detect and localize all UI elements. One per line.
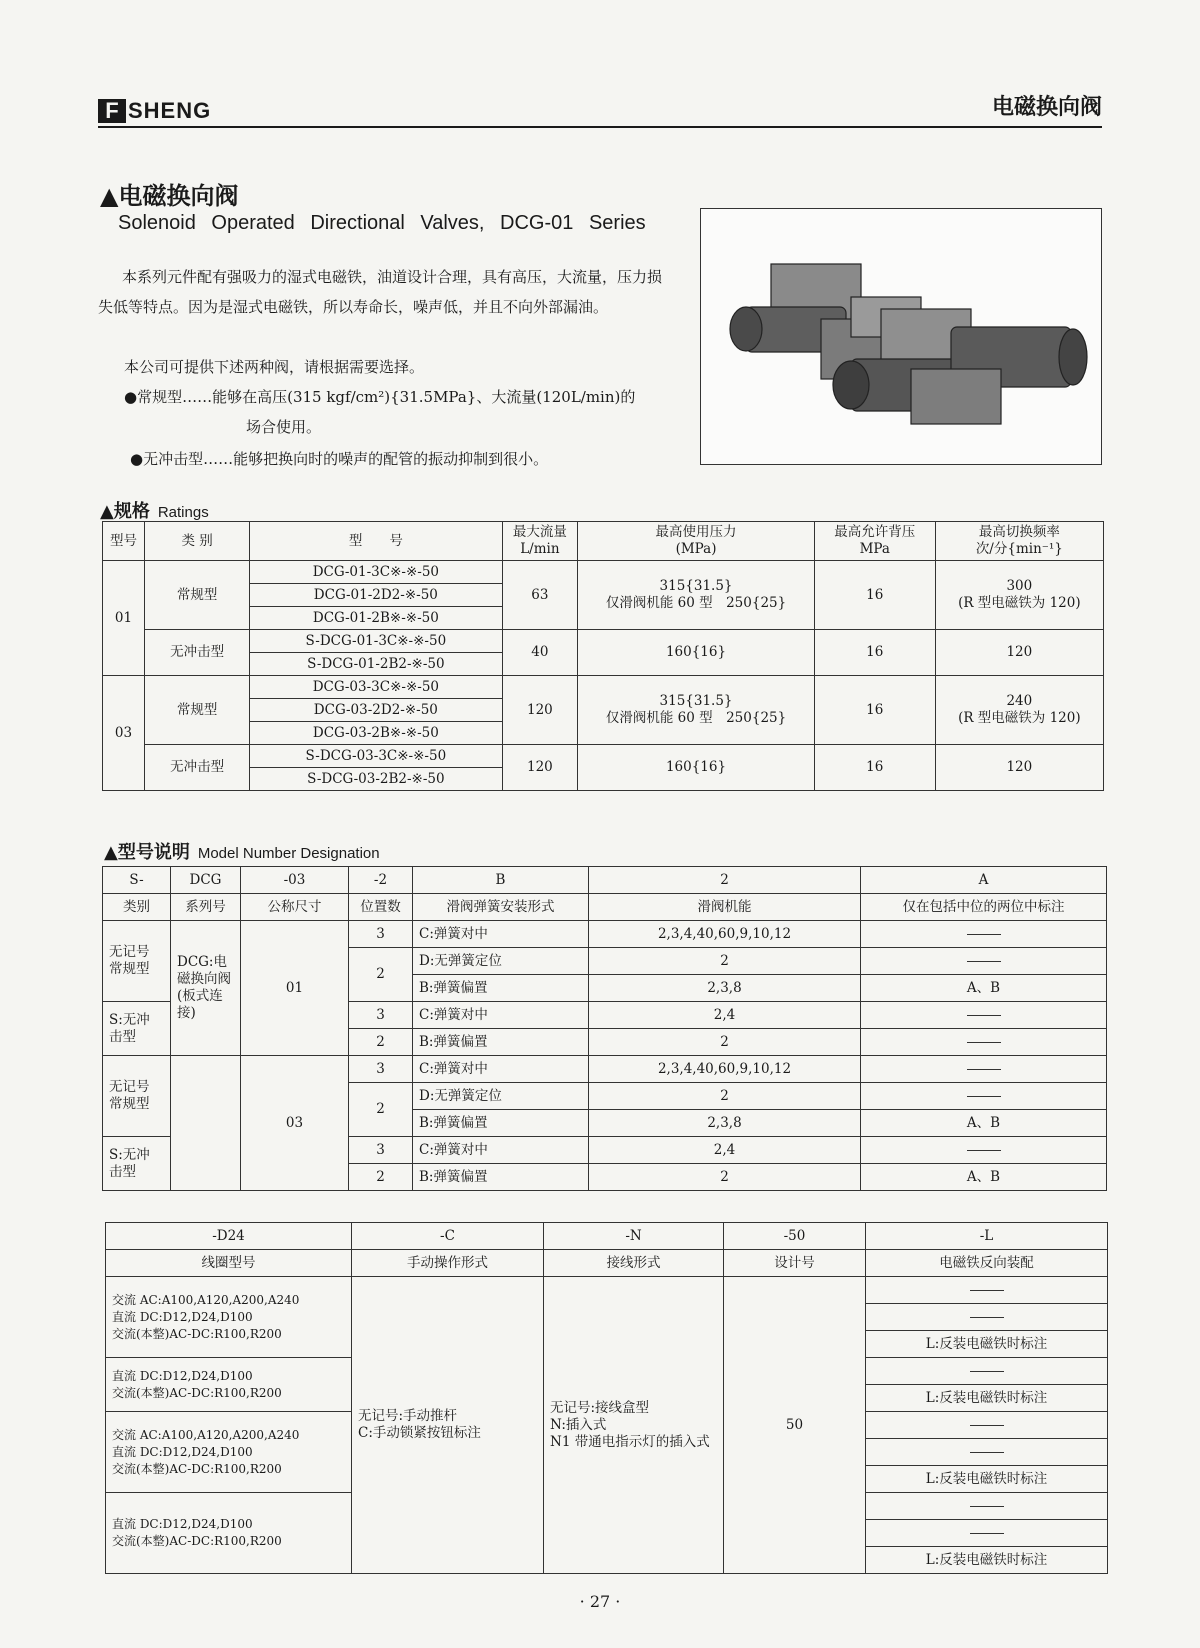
code-cell: A <box>861 867 1107 894</box>
spring-cell: B:弹簧偏置 <box>413 1164 589 1191</box>
backpressure-cell: 16 <box>814 676 935 745</box>
model-cell: DCG-03-3C※-※-50 <box>250 676 502 699</box>
col-backpressure: 最高允许背压 MPa <box>814 522 935 561</box>
brand-logo <box>98 98 211 124</box>
flow-cell: 120 <box>502 676 578 745</box>
table-row <box>106 1277 1108 1304</box>
col-type: 类 别 <box>145 522 250 561</box>
model-cell: S-DCG-01-2B2-※-50 <box>250 653 502 676</box>
model-cell: S-DCG-01-3C※-※-50 <box>250 630 502 653</box>
position-cell: 3 <box>349 921 413 948</box>
code-cell: -C <box>352 1223 544 1250</box>
model-cell: S-DCG-03-2B2-※-50 <box>250 768 502 791</box>
function-cell: 2 <box>589 1164 861 1191</box>
intro-paragraph: 本系列元件配有强吸力的湿式电磁铁，油道设计合理，具有高压，大流量，压力损失低等特点。因为是湿式电磁铁，所以寿命长，噪声低，并且不向外部漏油。 <box>98 268 663 316</box>
label-cell: 滑阀弹簧安装形式 <box>413 894 589 921</box>
reverse-cell: L:反装电磁铁时标注 <box>866 1547 1108 1574</box>
design-cell: 50 <box>724 1277 866 1574</box>
backpressure-cell: 16 <box>814 561 935 630</box>
pressure-cell: 315{31.5} 仅滑阀机能 60 型 250{25} <box>578 676 815 745</box>
table-row <box>103 561 1104 584</box>
label-cell: 类别 <box>103 894 171 921</box>
function-cell: 2,3,4,40,60,9,10,12 <box>589 921 861 948</box>
label-cell: 仅在包括中位的两位中标注 <box>861 894 1107 921</box>
ratings-heading-cn: ▲规格 <box>100 501 150 522</box>
reverse-cell: L:反装电磁铁时标注 <box>866 1331 1108 1358</box>
code-cell: -L <box>866 1223 1108 1250</box>
function-cell: 2,4 <box>589 1137 861 1164</box>
flow-cell: 40 <box>502 630 578 676</box>
mark-cell <box>861 1002 1107 1029</box>
model-heading <box>104 838 380 864</box>
label-cell: 线圈型号 <box>106 1250 352 1277</box>
header-title: 电磁换向阀 <box>991 95 1102 120</box>
spring-cell: D:无弹簧定位 <box>413 1083 589 1110</box>
page-subtitle: Solenoid Operated Directional Valves, DCG-01 Series <box>118 212 646 234</box>
type-noshock: 无冲击型 <box>145 630 250 676</box>
model-cell: DCG-01-2D2-※-50 <box>250 584 502 607</box>
code-cell: B <box>413 867 589 894</box>
col-flow: 最大流量 L/min <box>502 522 578 561</box>
category-cell: S:无冲 击型 <box>103 1137 171 1191</box>
series-cell: DCG:电磁换向阀(板式连接) <box>171 921 241 1056</box>
reverse-cell <box>866 1493 1108 1520</box>
table-row <box>103 1056 1107 1083</box>
model-cell: S-DCG-03-3C※-※-50 <box>250 745 502 768</box>
mark-cell <box>861 948 1107 975</box>
header-rule <box>98 126 1102 128</box>
reverse-cell <box>866 1439 1108 1466</box>
spring-cell: B:弹簧偏置 <box>413 1029 589 1056</box>
bullet-noshock: ●无冲击型……能够把换向时的噪声的配管的振动抑制到很小。 <box>130 450 549 468</box>
code-cell: -50 <box>724 1223 866 1250</box>
pressure-cell: 160{16} <box>578 745 815 791</box>
function-cell: 2,3,4,40,60,9,10,12 <box>589 1056 861 1083</box>
model-cell: DCG-01-3C※-※-50 <box>250 561 502 584</box>
label-cell: 公称尺寸 <box>241 894 349 921</box>
frequency-cell: 120 <box>935 630 1103 676</box>
col-number: 型 号 <box>250 522 502 561</box>
model-heading-cn: ▲型号说明 <box>104 842 190 863</box>
position-cell: 3 <box>349 1002 413 1029</box>
coil-cell: 交流 AC:A100,A120,A200,A240 直流 DC:D12,D24,D100 交流(本整)AC-DC:R100,R200 <box>106 1412 352 1493</box>
function-cell: 2,3,8 <box>589 1110 861 1137</box>
model-table-2 <box>105 1222 1108 1574</box>
code-row <box>103 867 1107 894</box>
table-header-row <box>103 522 1104 561</box>
function-cell: 2 <box>589 1029 861 1056</box>
type-normal: 常规型 <box>145 561 250 630</box>
table-row <box>103 921 1107 948</box>
reverse-cell <box>866 1412 1108 1439</box>
mark-cell <box>861 1083 1107 1110</box>
col-frequency: 最高切换频率 次/分{min⁻¹} <box>935 522 1103 561</box>
model-cell: DCG-01-2B※-※-50 <box>250 607 502 630</box>
model-cell: DCG-03-2B※-※-50 <box>250 722 502 745</box>
spring-cell: C:弹簧对中 <box>413 1056 589 1083</box>
code-cell: S- <box>103 867 171 894</box>
code-cell: 2 <box>589 867 861 894</box>
label-row <box>103 894 1107 921</box>
code-cell: -D24 <box>106 1223 352 1250</box>
spring-cell: C:弹簧对中 <box>413 921 589 948</box>
col-model: 型号 <box>103 522 145 561</box>
type-normal: 常规型 <box>145 676 250 745</box>
category-cell: 无记号 常规型 <box>103 921 171 1002</box>
label-cell: 滑阀机能 <box>589 894 861 921</box>
spring-cell: D:无弹簧定位 <box>413 948 589 975</box>
mark-cell: A、B <box>861 1110 1107 1137</box>
bullet-normal-cont: 场合使用。 <box>246 418 322 436</box>
mark-cell <box>861 1056 1107 1083</box>
reverse-cell: L:反装电磁铁时标注 <box>866 1466 1108 1493</box>
position-cell: 3 <box>349 1137 413 1164</box>
flow-cell: 63 <box>502 561 578 630</box>
spring-cell: B:弹簧偏置 <box>413 975 589 1002</box>
position-cell: 3 <box>349 1056 413 1083</box>
backpressure-cell: 16 <box>814 745 935 791</box>
code-cell: DCG <box>171 867 241 894</box>
code-cell: -N <box>544 1223 724 1250</box>
group-01: 01 <box>103 561 145 676</box>
pressure-cell: 315{31.5} 仅滑阀机能 60 型 250{25} <box>578 561 815 630</box>
page-title: ▲电磁换向阀 <box>100 182 239 210</box>
spring-cell: C:弹簧对中 <box>413 1137 589 1164</box>
reverse-cell: L:反装电磁铁时标注 <box>866 1385 1108 1412</box>
ratings-heading <box>100 497 209 523</box>
coil-cell: 直流 DC:D12,D24,D100 交流(本整)AC-DC:R100,R200 <box>106 1358 352 1412</box>
logo-text: SHENG <box>128 98 212 123</box>
label-cell: 手动操作形式 <box>352 1250 544 1277</box>
size-cell: 01 <box>241 921 349 1056</box>
label-cell: 系列号 <box>171 894 241 921</box>
spring-cell: B:弹簧偏置 <box>413 1110 589 1137</box>
coil-cell: 直流 DC:D12,D24,D100 交流(本整)AC-DC:R100,R200 <box>106 1493 352 1574</box>
spring-cell: C:弹簧对中 <box>413 1002 589 1029</box>
frequency-cell: 240 (R 型电磁铁为 120) <box>935 676 1103 745</box>
code-row <box>106 1223 1108 1250</box>
flow-cell: 120 <box>502 745 578 791</box>
ratings-table <box>102 521 1104 791</box>
frequency-cell: 120 <box>935 745 1103 791</box>
reverse-cell <box>866 1520 1108 1547</box>
backpressure-cell: 16 <box>814 630 935 676</box>
table-row <box>103 676 1104 699</box>
function-cell: 2 <box>589 948 861 975</box>
reverse-cell <box>866 1304 1108 1331</box>
group-03: 03 <box>103 676 145 791</box>
type-noshock: 无冲击型 <box>145 745 250 791</box>
size-cell: 03 <box>241 1056 349 1191</box>
code-cell: -03 <box>241 867 349 894</box>
mark-cell: A、B <box>861 1164 1107 1191</box>
category-cell: 无记号 常规型 <box>103 1056 171 1137</box>
function-cell: 2 <box>589 1083 861 1110</box>
mark-cell <box>861 1029 1107 1056</box>
wiring-cell: 无记号:接线盒型 N:插入式 N1 带通电指示灯的插入式 <box>544 1277 724 1574</box>
model-table <box>102 866 1107 1191</box>
reverse-cell <box>866 1358 1108 1385</box>
table-row <box>103 630 1104 653</box>
function-cell: 2,4 <box>589 1002 861 1029</box>
label-row <box>106 1250 1108 1277</box>
position-cell: 2 <box>349 1083 413 1137</box>
category-cell: S:无冲 击型 <box>103 1002 171 1056</box>
manual-cell: 无记号:手动推杆 C:手动锁紧按钮标注 <box>352 1277 544 1574</box>
product-photo <box>700 208 1102 465</box>
logo-mark: F <box>98 99 126 123</box>
model-heading-en: Model Number Designation <box>197 845 380 862</box>
table-row <box>103 745 1104 768</box>
mark-cell <box>861 921 1107 948</box>
frequency-cell: 300 (R 型电磁铁为 120) <box>935 561 1103 630</box>
mark-cell <box>861 1137 1107 1164</box>
page-number: · 27 · <box>579 1592 621 1611</box>
mark-cell: A、B <box>861 975 1107 1002</box>
position-cell: 2 <box>349 1029 413 1056</box>
label-cell: 位置数 <box>349 894 413 921</box>
bullet-normal: ●常规型……能够在高压(315 kgf/cm²){31.5MPa}、大流量(120L/min)的 <box>124 388 636 406</box>
position-cell: 2 <box>349 1164 413 1191</box>
intro-note: 本公司可提供下述两种阀，请根据需要选择。 <box>124 358 425 376</box>
function-cell: 2,3,8 <box>589 975 861 1002</box>
model-cell: DCG-03-2D2-※-50 <box>250 699 502 722</box>
ratings-heading-en: Ratings <box>157 504 209 521</box>
pressure-cell: 160{16} <box>578 630 815 676</box>
label-cell: 接线形式 <box>544 1250 724 1277</box>
valve-illustration <box>701 209 1101 464</box>
reverse-cell <box>866 1277 1108 1304</box>
coil-cell: 交流 AC:A100,A120,A200,A240 直流 DC:D12,D24,D100 交流(本整)AC-DC:R100,R200 <box>106 1277 352 1358</box>
code-cell: -2 <box>349 867 413 894</box>
label-cell: 电磁铁反向装配 <box>866 1250 1108 1277</box>
series-cell-empty <box>171 1056 241 1191</box>
label-cell: 设计号 <box>724 1250 866 1277</box>
position-cell: 2 <box>349 948 413 1002</box>
col-pressure: 最高使用压力 (MPa) <box>578 522 815 561</box>
